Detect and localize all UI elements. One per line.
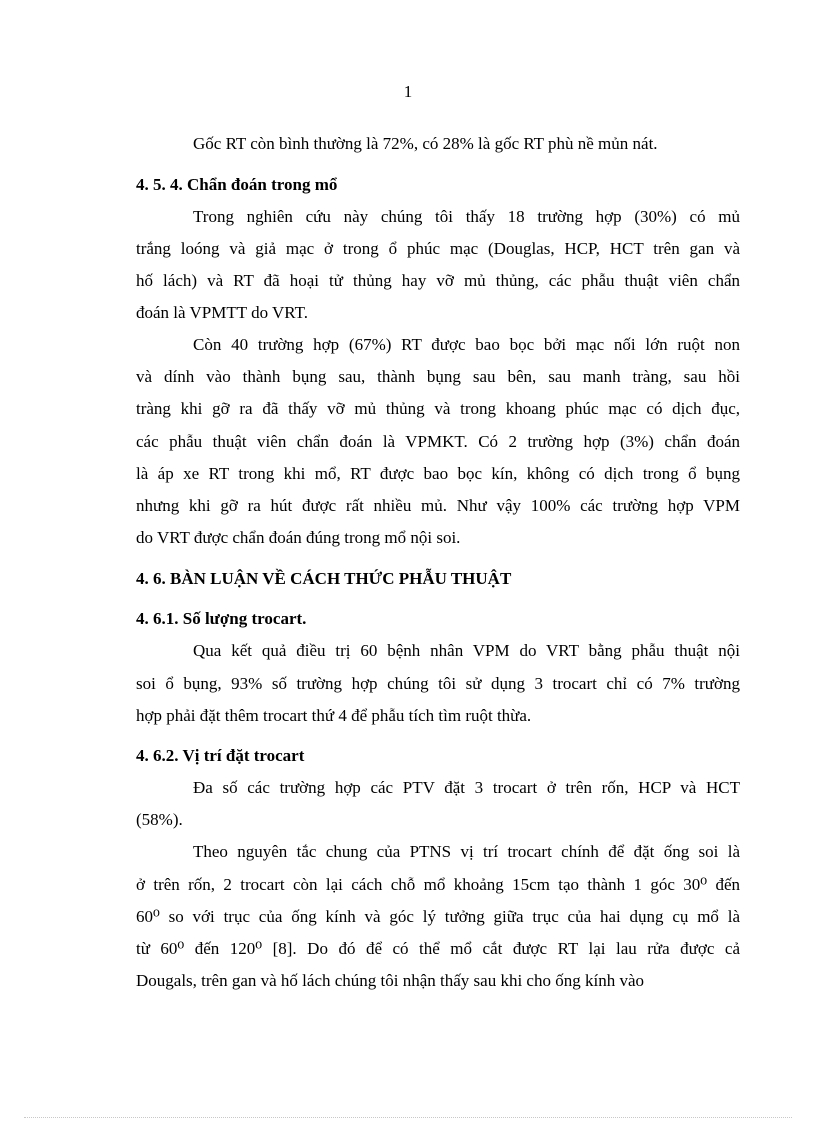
section-heading: 4. 5. 4. Chẩn đoán trong mổ [136, 175, 338, 194]
paragraph-line: là áp xe RT trong khi mổ, RT được bao bọc kín, không có dịch trong ổ bụng [136, 464, 740, 483]
section-heading: 4. 6. BÀN LUẬN VỀ CÁCH THỨC PHẪU THUẬT [136, 569, 512, 588]
paragraph-line: do VRT được chẩn đoán đúng trong mổ nội soi. [136, 528, 461, 547]
paragraph-line: tràng khi gỡ ra đã thấy vỡ mủ thủng và trong khoang phúc mạc có dịch đục, [136, 399, 740, 418]
paragraph-line: ở trên rốn, 2 trocart còn lại cách chỗ mổ khoảng 15cm tạo thành 1 góc 30⁰ đến [136, 875, 740, 894]
paragraph-line: từ 60⁰ đến 120⁰ [8]. Do đó để có thể mổ cắt được RT lại lau rửa được cả [136, 939, 740, 958]
paragraph-line: Đa số các trường hợp các PTV đặt 3 trocart ở trên rốn, HCP và HCT [193, 778, 740, 797]
subsection-heading: 4. 6.2. Vị trí đặt trocart [136, 746, 305, 765]
paragraph-line: các phẫu thuật viên chẩn đoán là VPMKT. Có 2 trường hợp (3%) chẩn đoán [136, 432, 740, 451]
paragraph-line: hố lách) và RT đã hoại tử thủng hay vỡ mủ thủng, các phẫu thuật viên chẩn [136, 271, 740, 290]
paragraph-line: (58%). [136, 810, 183, 829]
paragraph-line: Dougals, trên gan và hố lách chúng tôi nhận thấy sau khi cho ống kính vào [136, 971, 644, 990]
paragraph-line: Trong nghiên cứu này chúng tôi thấy 18 trường hợp (30%) có mủ [193, 207, 740, 226]
paragraph-line: hợp phải đặt thêm trocart thứ 4 để phẫu tích tìm ruột thừa. [136, 706, 532, 725]
page-bottom-divider [24, 1117, 792, 1118]
paragraph-line: trắng loóng và giả mạc ở trong ổ phúc mạc (Douglas, HCP, HCT trên gan và [136, 239, 740, 258]
subsection-heading: 4. 6.1. Số lượng trocart. [136, 609, 307, 628]
paragraph-line: Còn 40 trường hợp (67%) RT được bao bọc bởi mạc nối lớn ruột non [193, 335, 740, 354]
paragraph-line: Theo nguyên tắc chung của PTNS vị trí trocart chính để đặt ống soi là [193, 842, 740, 861]
paragraph-line: Qua kết quả điều trị 60 bệnh nhân VPM do VRT bằng phẫu thuật nội [193, 641, 740, 660]
paragraph-line: nhưng khi gỡ ra hút được rất nhiều mủ. Như vậy 100% các trường hợp VPM [136, 496, 740, 515]
page-number: 1 [403, 82, 413, 101]
paragraph-line: soi ổ bụng, 93% số trường hợp chúng tôi sử dụng 3 trocart chỉ có 7% trường [136, 674, 740, 693]
paragraph-line: đoán là VPMTT do VRT. [136, 303, 308, 322]
paragraph-line: 60⁰ so với trục của ống kính và góc lý tưởng giữa trục của hai dụng cụ mổ là [136, 907, 740, 926]
paragraph-line: và dính vào thành bụng sau, thành bụng sau bên, sau manh tràng, sau hồi [136, 367, 740, 386]
paragraph-line: Gốc RT còn bình thường là 72%, có 28% là gốc RT phù nề mủn nát. [193, 134, 658, 153]
